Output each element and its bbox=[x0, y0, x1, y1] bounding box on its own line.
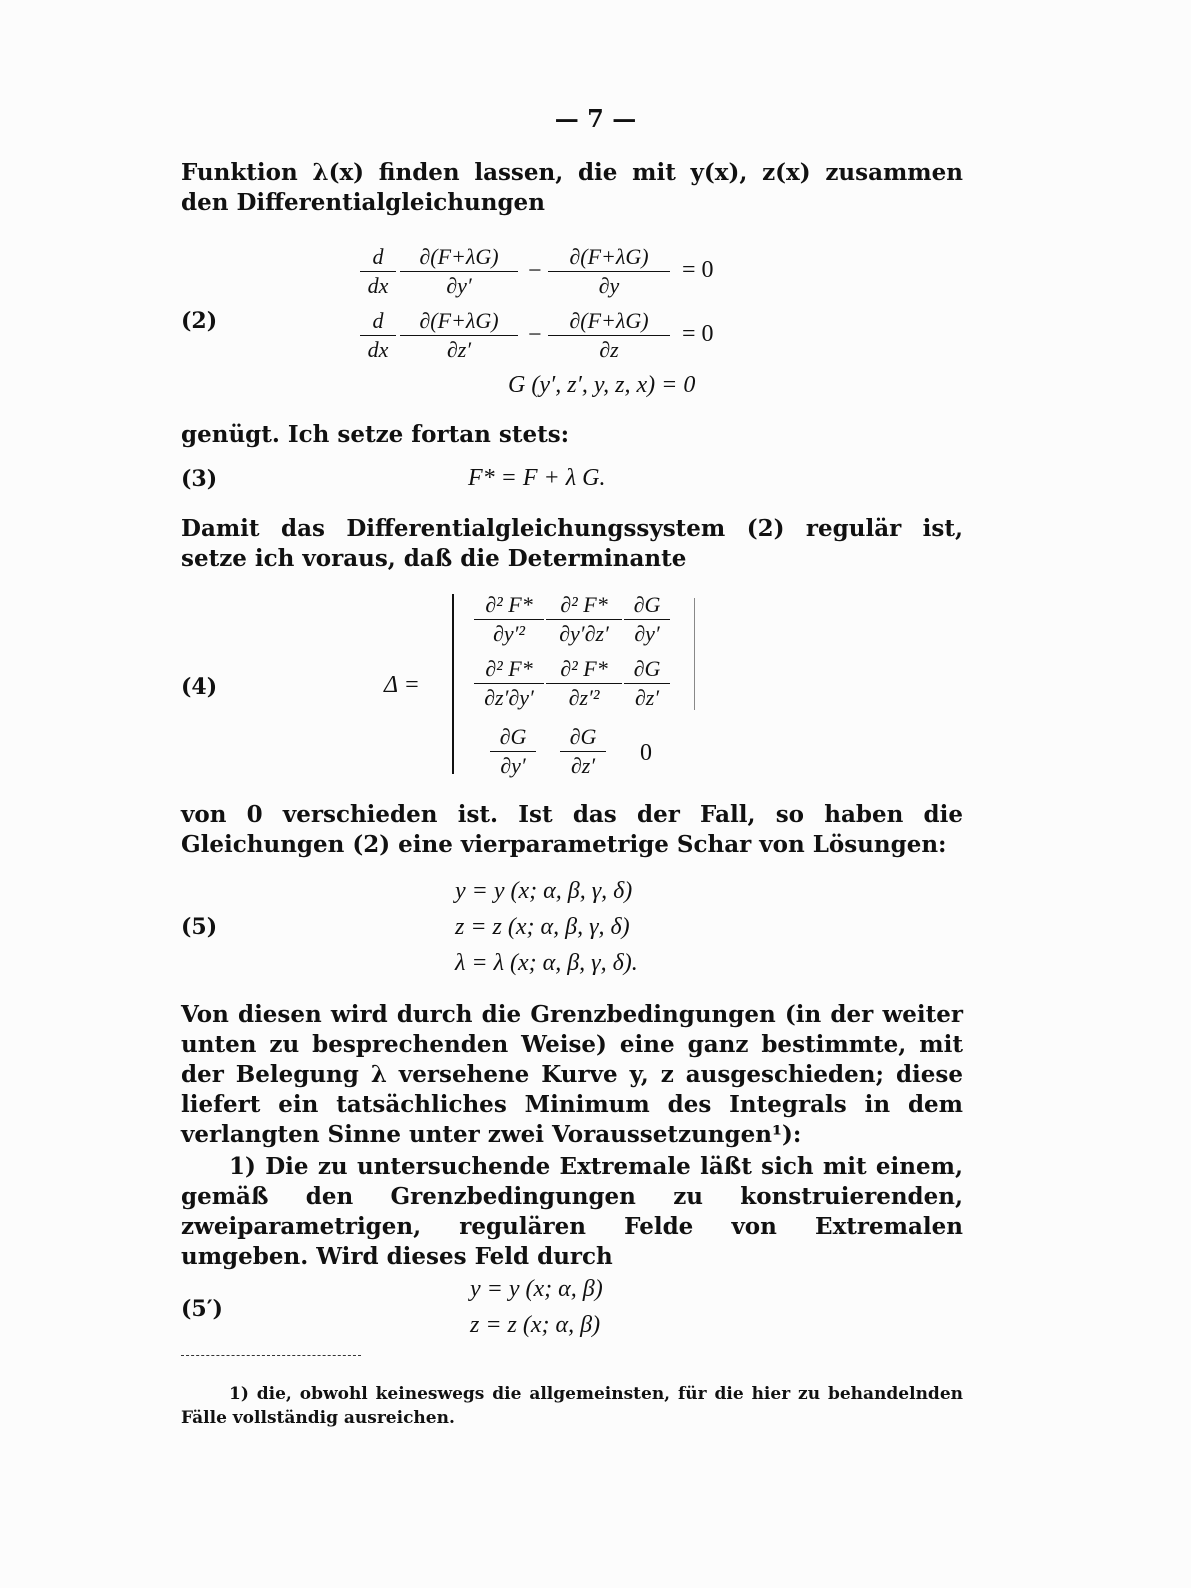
eq2-r1-rhs: = 0 bbox=[682, 257, 714, 283]
det-cell-1-3: $\frac{\partial G}{\partial y'}$ bbox=[624, 592, 670, 647]
det-cell-2-1: $\frac{\text{∂² F*}}{\partial z'\partial y'}$ bbox=[474, 656, 544, 711]
paragraph-2: genügt. Ich setze fortan stets: bbox=[181, 421, 570, 448]
det-cell-1-1: $\frac{\text{∂² F*}}{\text{∂y′²}}$ bbox=[474, 592, 544, 647]
det-cell-1-2: $\frac{\text{∂² F*}}{\partial y'\partial z'}$ bbox=[546, 592, 622, 647]
eq5-label: (5) bbox=[181, 914, 218, 940]
det-cell-3-3: 0 bbox=[640, 740, 652, 766]
page-number: — 7 — bbox=[554, 104, 637, 133]
eq5-line-3: λ = λ (x; α, β, γ, δ). bbox=[455, 950, 638, 976]
paragraph-5: Von diesen wird durch die Grenzbedingungen (in der weiter unten zu besprechenden Weise) eine ganz bestimmte, mit der Belegung λ versehene Kurve y, z ausgeschieden; diese liefert ein tatsächliches Minimum des Integrals in dem verlangten Sinne unter zwei Voraussetzungen¹): bbox=[181, 1001, 963, 1148]
eq3: F* = F + λ G. bbox=[468, 465, 606, 491]
eq5p-label: (5′) bbox=[181, 1296, 223, 1322]
eq2-r1-a: $\frac{\partial(F+\lambda G)}{\partial y'}$ bbox=[400, 244, 518, 299]
eq3-label: (3) bbox=[181, 466, 218, 492]
eq2-r1-d: $\frac{d}{dx}$ bbox=[360, 244, 396, 299]
paragraph-1: Funktion λ(x) finden lassen, die mit y(x), z(x) zusammen den Differentialgleichungen bbox=[181, 159, 963, 216]
footnote-rule bbox=[181, 1355, 361, 1356]
det-left-bar bbox=[452, 594, 454, 774]
det-cell-3-1: $\frac{\partial G}{\partial y'}$ bbox=[490, 724, 536, 779]
eq5p-line-2: z = z (x; α, β) bbox=[470, 1312, 601, 1338]
eq5-line-2: z = z (x; α, β, γ, δ) bbox=[455, 914, 630, 940]
eq2-r2-d: $\frac{d}{dx}$ bbox=[360, 308, 396, 363]
eq2-r2-rhs: = 0 bbox=[682, 321, 714, 347]
footnote: 1) die, obwohl keineswegs die allgemeinsten, für die hier zu behandelnden Fälle vollständig ausreichen. bbox=[181, 1384, 963, 1428]
eq2-r3: G (y′, z′, y, z, x) = 0 bbox=[508, 372, 696, 398]
paragraph-3: Damit das Differentialgleichungssystem (2) regulär ist, setze ich voraus, daß die Determinante bbox=[181, 515, 963, 572]
eq5-line-1: y = y (x; α, β, γ, δ) bbox=[455, 878, 633, 904]
eq2-r1-b: $\frac{\partial(F+\lambda G)}{\partial y}$ bbox=[548, 244, 670, 299]
paragraph-6: 1) Die zu untersuchende Extremale läßt sich mit einem, gemäß den Grenzbedingungen zu konstruierenden, zweiparametrigen, regulären Felde von Extremalen umgeben. Wird dieses Feld durch bbox=[181, 1153, 963, 1270]
paragraph-4: von 0 verschieden ist. Ist das der Fall, so haben die Gleichungen (2) eine vierparametrige Schar von Lösungen: bbox=[181, 801, 963, 858]
eq2-r2-a: $\frac{\partial(F+\lambda G)}{\partial z'}$ bbox=[400, 308, 518, 363]
eq2-label: (2) bbox=[181, 308, 218, 334]
det-right-bar bbox=[694, 598, 695, 710]
det-cell-3-2: $\frac{\partial G}{\partial z'}$ bbox=[560, 724, 606, 779]
eq2-r2-minus: − bbox=[528, 322, 542, 348]
det-cell-2-3: $\frac{\partial G}{\partial z'}$ bbox=[624, 656, 670, 711]
eq4-lhs: Δ = bbox=[384, 672, 420, 698]
eq2-r2-b: $\frac{\partial(F+\lambda G)}{\partial z}$ bbox=[548, 308, 670, 363]
det-cell-2-2: $\frac{\text{∂² F*}}{\text{∂z′²}}$ bbox=[546, 656, 622, 711]
eq4-label: (4) bbox=[181, 674, 218, 700]
eq5p-line-1: y = y (x; α, β) bbox=[470, 1276, 603, 1302]
eq2-r1-minus: − bbox=[528, 258, 542, 284]
